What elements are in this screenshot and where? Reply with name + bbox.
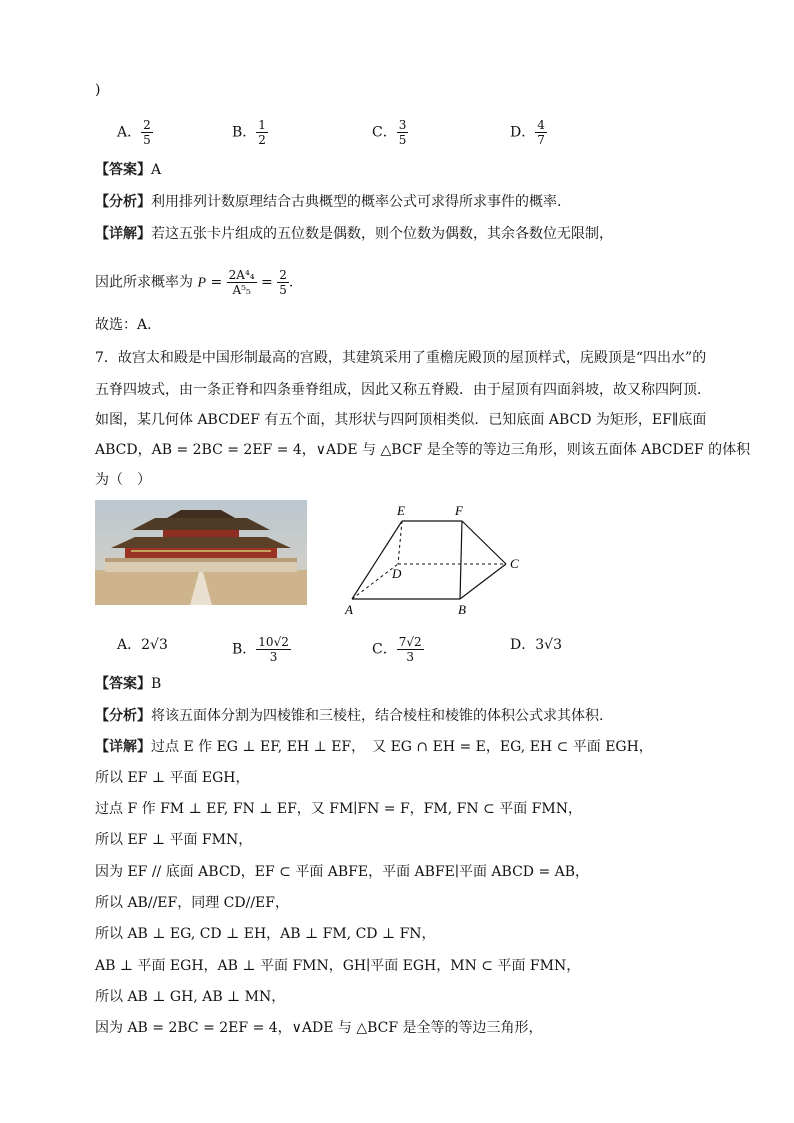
q7-detail-line-5: 因为 EF // 底面 ABCD，EF ⊂ 平面 ABFE，平面 ABFE∣平面 ABCD = AB， (95, 864, 590, 880)
label-e: E (397, 503, 405, 518)
label-c: C (510, 556, 519, 571)
q6-option-d: D． $\frac{4}{7}$ (510, 118, 545, 147)
q7-option-c: C． $\frac{7√2}{3}$ (372, 635, 422, 664)
q6-probability: 因此所求概率为 P = $\frac{\text{2A⁴₄}}{\text{A⁵₅}}$ = $\frac{2}{5}$ . (95, 268, 294, 297)
q6-answer: 【答案】A (95, 162, 162, 178)
q6-option-b: B． $\frac{1}{2}$ (232, 118, 266, 147)
q6-option-a: A． $\frac{2}{5}$ (117, 118, 151, 147)
q7-stem-line-1: 7．故宫太和殿是中国形制最高的宫殿，其建筑采用了重檐庑殿顶的屋顶样式，庑殿顶是“四出水”的 (95, 350, 707, 366)
q7-analysis: 【分析】将该五面体分割为四棱锥和三棱柱，结合棱柱和棱锥的体积公式求其体积. (95, 708, 604, 724)
q7-stem-line-4: ABCD，AB = 2BC = 2EF = 4，∨ADE 与 △BCF 是全等的等边三角形，则该五面体 ABCDEF 的体积 (95, 442, 751, 458)
label-d: D (392, 566, 402, 581)
label-b: B (458, 602, 466, 617)
q6-option-c: C． $\frac{3}{5}$ (372, 118, 407, 147)
pentahedron-figure (340, 500, 540, 620)
label-f: F (455, 503, 463, 518)
q7-detail-line-7: 所以 AB ⊥ EG, CD ⊥ EH，AB ⊥ FM, CD ⊥ FN， (95, 926, 436, 942)
edge-ed (398, 521, 402, 564)
q6-analysis: 【分析】利用排列计数原理结合古典概型的概率公式可求得所求事件的概率. (95, 194, 562, 210)
q7-detail-line-1: 【详解】过点 E 作 EG ⊥ EF, EH ⊥ EF， 又 EG ∩ EH = E，EG, EH ⊂ 平面 EGH， (95, 739, 653, 755)
q6-detail: 【详解】若这五张卡片组成的五位数是偶数，则个位数为偶数，其余各数位无限制， (95, 226, 613, 242)
label-a: A (345, 602, 353, 617)
palace-photo (95, 500, 307, 605)
q7-detail-line-4: 所以 EF ⊥ 平面 FMN， (95, 832, 253, 848)
q7-detail-line-10: 因为 AB = 2BC = 2EF = 4，∨ADE 与 △BCF 是全等的等边三角形， (95, 1020, 543, 1036)
q7-detail-line-9: 所以 AB ⊥ GH, AB ⊥ MN， (95, 989, 286, 1005)
q7-option-a: A．2√3 (117, 637, 168, 653)
edge-ea (352, 521, 402, 599)
q7-option-d: D．3√3 (510, 637, 562, 653)
edge-fb (460, 521, 462, 599)
q7-stem-line-5: 为（ ） (95, 472, 151, 488)
q7-option-b: B． $\frac{10√2}{3}$ (232, 635, 289, 664)
closing-paren: ) (95, 82, 101, 98)
q7-detail-line-6: 所以 AB//EF，同理 CD//EF， (95, 895, 289, 911)
edge-bc (460, 564, 506, 599)
q7-stem-line-3: 如图，某几何体 ABCDEF 有五个面，其形状与四阿顶相类似．已知底面 ABCD 为矩形，EF∥底面 (95, 412, 707, 428)
q7-stem-line-2: 五脊四坡式，由一条正脊和四条垂脊组成，因此又称五脊殿．由于屋顶有四面斜坡，故又称四阿顶． (95, 382, 711, 398)
q7-detail-line-3: 过点 F 作 FM ⊥ EF, FN ⊥ EF，又 FM∣FN = F，FM, FN ⊂ 平面 FMN， (95, 801, 582, 817)
q6-conclusion: 故选：A. (95, 317, 152, 333)
edge-fc (462, 521, 506, 564)
q7-answer: 【答案】B (95, 676, 162, 692)
q7-detail-line-2: 所以 EF ⊥ 平面 EGH， (95, 770, 250, 786)
q7-detail-line-8: AB ⊥ 平面 EGH，AB ⊥ 平面 FMN，GH∣平面 EGH，MN ⊂ 平面 FMN， (95, 958, 581, 974)
